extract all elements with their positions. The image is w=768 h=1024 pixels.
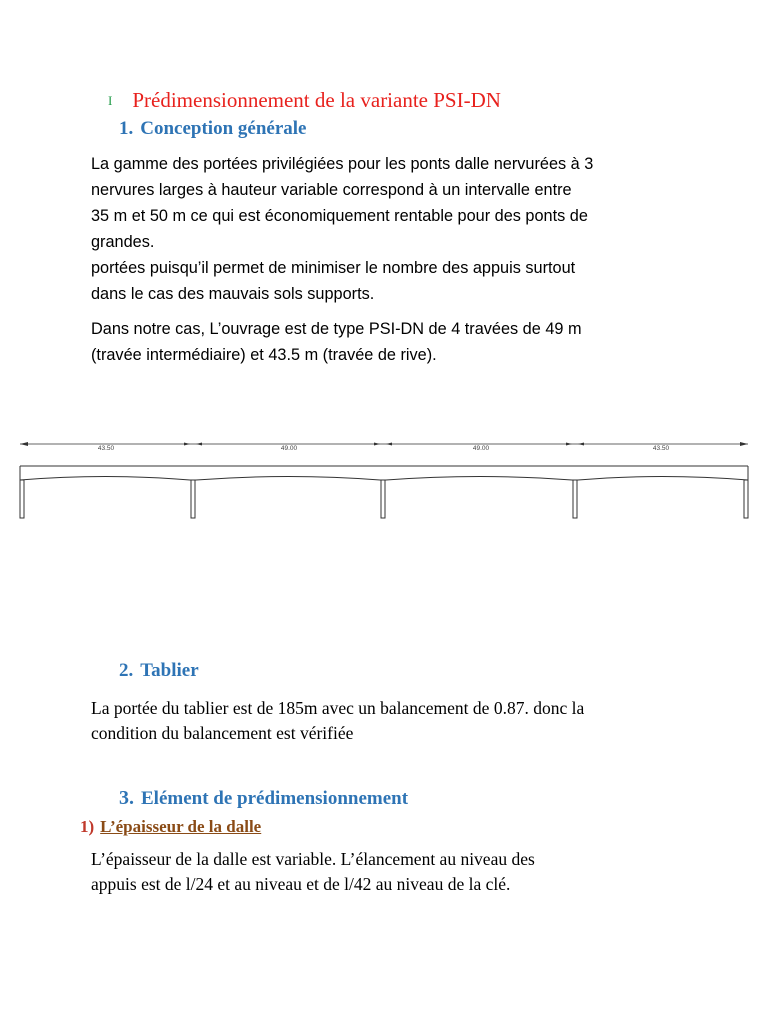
paragraph-line: La gamme des portées privilégiées pour les ponts dalle nervurées à 3 [91, 155, 594, 173]
subsection-title: L’épaisseur de la dalle [100, 817, 262, 836]
roman-numeral: I [108, 93, 113, 108]
subsection-number: 1) [80, 817, 95, 836]
section-3-paragraph [91, 847, 731, 896]
main-heading [108, 88, 501, 113]
paragraph-line: appuis est de l/24 et au niveau et de l/42 au niveau de la clé. [91, 873, 511, 894]
pier-3 [573, 480, 577, 518]
pier-1 [191, 480, 195, 518]
dimension-arrow-left [20, 442, 28, 446]
span-label-3: 49.00 [472, 445, 490, 452]
section-2-paragraph [91, 696, 731, 745]
paragraph-line: grandes. [91, 233, 155, 251]
span-label-1: 43.50 [97, 445, 115, 452]
dimension-tick [374, 443, 380, 446]
section-2-heading [119, 660, 199, 682]
span-label-2: 49.00 [280, 445, 298, 452]
main-heading-text: Prédimensionnement de la variante PSI-DN [132, 88, 501, 112]
section-1-paragraph-1 [91, 151, 731, 307]
paragraph-line: portées puisqu’il permet de minimiser le nombre des appuis surtout [91, 259, 576, 277]
paragraph-line: (travée intermédiaire) et 43.5 m (travée de rive). [91, 346, 437, 364]
dimension-tick [196, 443, 202, 446]
section-2-title: Tablier [140, 660, 199, 681]
paragraph-line: 35 m et 50 m ce qui est économiquement rentable pour des ponts de [91, 207, 588, 225]
dimension-tick [386, 443, 392, 446]
pier-2 [381, 480, 385, 518]
subsection-heading [80, 817, 261, 837]
paragraph-line: condition du balancement est vérifiée [91, 722, 354, 743]
section-1-heading [119, 118, 306, 140]
abutment-right [744, 480, 748, 518]
section-1-paragraph-2 [91, 316, 731, 368]
paragraph-line: dans le cas des mauvais sols supports. [91, 285, 375, 303]
deck-underside [20, 477, 748, 481]
paragraph-line: Dans notre cas, L’ouvrage est de type PSI-DN de 4 travées de 49 m [91, 320, 582, 338]
dimension-tick [566, 443, 572, 446]
paragraph-line: L’épaisseur de la dalle est variable. L’élancement au niveau des [91, 849, 535, 869]
section-3-number: 3. [119, 787, 134, 809]
paragraph-line: La portée du tablier est de 185m avec un balancement de 0.87. donc la [91, 698, 585, 718]
section-2-number: 2. [119, 660, 134, 681]
supports [20, 480, 748, 518]
dimension-tick [578, 443, 584, 446]
span-label-4: 43.50 [652, 445, 670, 452]
dimension-tick [184, 443, 190, 446]
section-3-title: Elément de prédimensionnement [141, 788, 409, 809]
paragraph-line: nervures larges à hauteur variable correspond à un intervalle entre [91, 181, 572, 199]
abutment-left [20, 480, 24, 518]
section-1-number: 1. [119, 118, 134, 139]
dimension-arrow-right [740, 442, 748, 446]
section-3-heading [119, 787, 408, 810]
bridge-elevation-drawing [14, 432, 754, 524]
section-1-title: Conception générale [140, 118, 307, 139]
